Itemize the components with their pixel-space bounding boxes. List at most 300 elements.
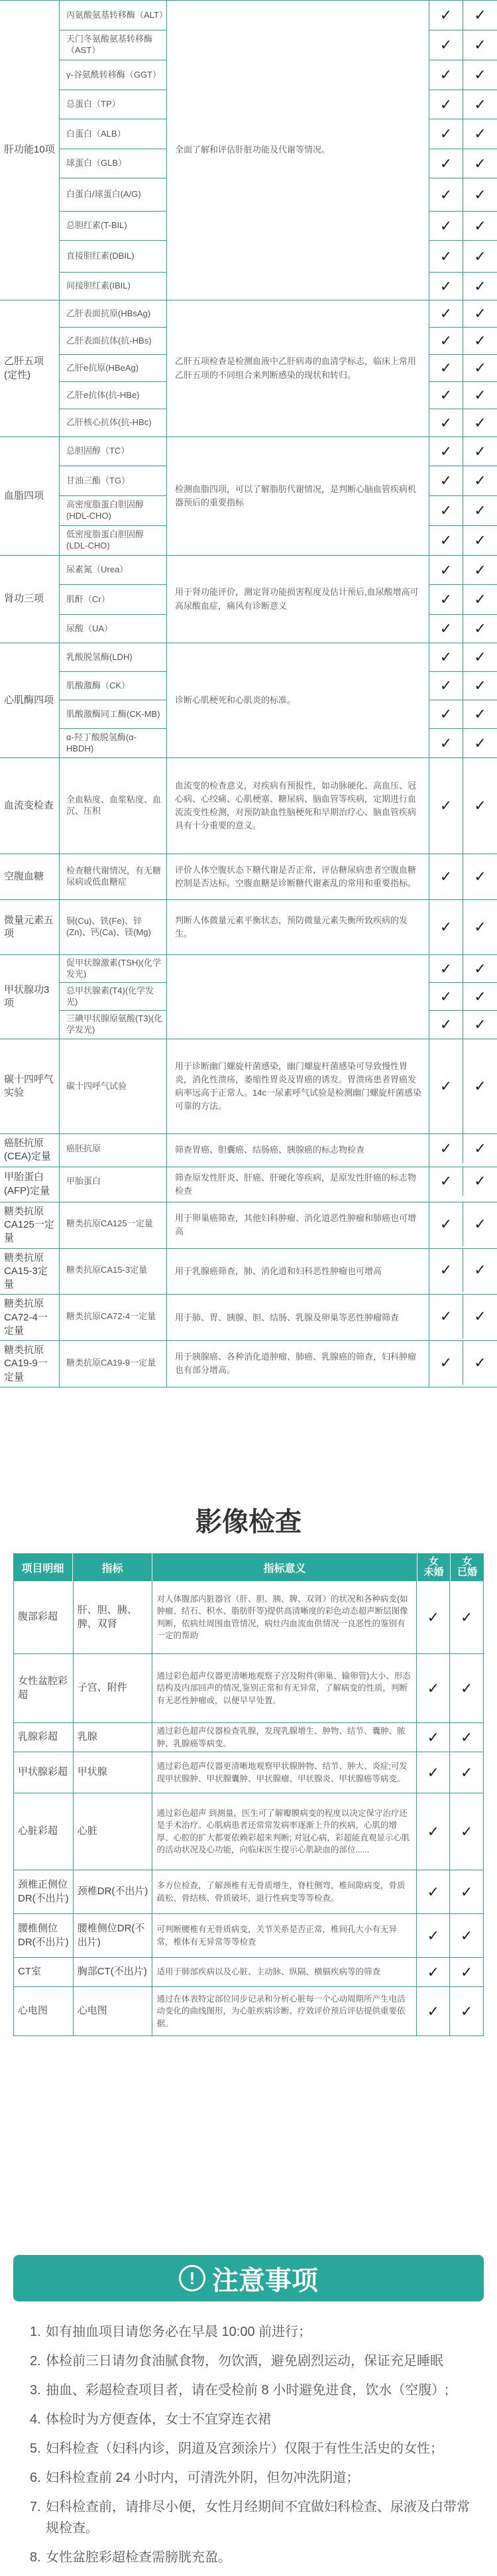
test-items xyxy=(60,1039,167,1133)
check-icon: ✓ xyxy=(474,1354,486,1372)
check-row xyxy=(429,585,497,615)
test-group-name: 甲胎蛋白(AFP)定量 xyxy=(0,1167,60,1202)
check-icon: ✓ xyxy=(474,591,486,608)
imaging-indicator: 乳腺 xyxy=(74,1723,153,1752)
check-icon: ✓ xyxy=(460,1963,473,1980)
check-row xyxy=(429,437,497,466)
test-section xyxy=(0,1,497,300)
imaging-indicator: 心脏 xyxy=(74,1793,153,1870)
check-row xyxy=(429,1011,497,1039)
check-row xyxy=(429,1134,497,1163)
note-number: 8. xyxy=(30,2550,41,2565)
note-item xyxy=(30,2496,480,2539)
test-group-name: 肝功能10项 xyxy=(0,1,60,300)
check-icon: ✓ xyxy=(429,983,463,1010)
check-row xyxy=(429,1039,497,1133)
check-icon: ✓ xyxy=(474,125,486,142)
check-icon: ✓ xyxy=(429,1134,463,1163)
table-row xyxy=(13,1723,484,1752)
test-items xyxy=(60,643,167,757)
check-row xyxy=(429,854,497,899)
check-icon: ✓ xyxy=(429,328,463,354)
check-row xyxy=(429,729,497,757)
table-row xyxy=(13,1654,484,1723)
test-group-name: 碳十四呼气实验 xyxy=(0,1039,60,1133)
check-icon: ✓ xyxy=(474,868,486,885)
imaging-meaning: 可判断腰椎有无骨质病变，关节关系是否正常，椎间孔大小有无异常，椎体有无异常等等检查 xyxy=(152,1914,417,1957)
check-icon: ✓ xyxy=(474,186,486,203)
check-columns xyxy=(429,437,497,555)
check-row xyxy=(429,328,497,355)
imaging-meaning: 通过在体表特定部位同步记录和分析心脏每一个心动周期所产生电活动变化的曲线图形，为心脏疾病诊断、疗效评价预后评估提供重要依据。 xyxy=(152,1987,417,2035)
note-number: 6. xyxy=(30,2471,41,2485)
check-icon: ✓ xyxy=(429,31,463,60)
test-description: 用于胰腺癌、各种消化道肿瘤、肺癌、乳腺癌的筛查，妇科肿瘤也有部分增高。 xyxy=(167,1341,429,1387)
check-icon: ✓ xyxy=(474,1016,486,1033)
check-row xyxy=(429,526,497,555)
test-section xyxy=(0,854,497,900)
test-description: 用于诊断幽门螺旋杆菌感染，幽门螺旋杆菌感染可导致慢性胃炎，消化性溃疡，萎缩性胃炎及胃癌的诱发。胃溃疡患者胃癌发病率远高于正常人。14c一尿素呼气试验是检测幽门螺旋杆菌感染可靠的方法。 xyxy=(167,1039,429,1133)
imaging-item-name: 甲状腺彩超 xyxy=(14,1752,74,1793)
imaging-item-name: CT室 xyxy=(14,1958,74,1986)
test-item: 球蛋白（GLB） xyxy=(60,149,166,178)
test-items xyxy=(60,854,167,899)
check-icon: ✓ xyxy=(429,643,463,671)
test-group-name: 心肌酶四项 xyxy=(0,643,60,757)
note-number: 5. xyxy=(30,2441,41,2456)
test-description: 筛查原发性肝炎、肝癌、肝硬化等疾病，是原发性肝癌的标志物检查 xyxy=(167,1167,429,1202)
note-item xyxy=(30,2547,480,2568)
check-icon: ✓ xyxy=(417,1581,450,1653)
check-row xyxy=(429,983,497,1011)
check-row xyxy=(429,955,497,983)
check-icon: ✓ xyxy=(429,60,463,90)
check-icon: ✓ xyxy=(474,414,486,431)
test-item: 间接胆红素(IBIL) xyxy=(66,281,131,291)
check-icon: ✓ xyxy=(429,382,463,409)
test-item: α-羟丁酸脱氢酶(α-HBDH) xyxy=(66,732,137,753)
check-row xyxy=(429,496,497,526)
test-section xyxy=(0,437,497,556)
test-group-name: 糖类抗原CA125一定量 xyxy=(0,1202,60,1248)
check-icon: ✓ xyxy=(474,1078,486,1094)
test-description: 用于乳腺癌筛查，肺、消化道和妇科恶性肿瘤也可增高 xyxy=(167,1249,429,1295)
test-items xyxy=(60,1202,167,1248)
imaging-table-body xyxy=(13,1581,484,2036)
test-description: 用于肺、胃、胰腺、胆、结肠、乳腺及卵巢等恶性肿瘤筛查 xyxy=(167,1295,429,1340)
header-single xyxy=(417,1553,451,1581)
check-row xyxy=(429,212,497,241)
check-row xyxy=(429,615,497,643)
test-group-name: 糖类抗原CA72-4一定量 xyxy=(0,1295,60,1340)
test-section xyxy=(0,758,497,854)
check-icon: ✓ xyxy=(429,1167,463,1196)
check-row xyxy=(429,60,497,90)
check-icon: ✓ xyxy=(460,1823,473,1840)
imaging-table-header xyxy=(13,1553,484,1581)
check-row xyxy=(429,643,497,672)
test-item: γ-谷氨酰转移酶（GGT） xyxy=(60,60,166,90)
check-icon: ✓ xyxy=(460,1728,473,1746)
test-items xyxy=(60,1134,167,1167)
check-columns xyxy=(429,1,497,300)
imaging-title: 影像检查 xyxy=(195,1508,302,1537)
check-icon: ✓ xyxy=(417,1958,450,1986)
check-icon: ✓ xyxy=(474,797,486,814)
check-icon: ✓ xyxy=(474,247,486,265)
test-description: 筛查胃癌、胆囊癌、结肠癌、胰腺癌的标志物检查 xyxy=(167,1134,429,1167)
note-number: 4. xyxy=(30,2412,41,2427)
check-columns xyxy=(429,900,497,954)
header-meaning: 指标意义 xyxy=(152,1553,417,1581)
note-number: 3. xyxy=(30,2383,41,2398)
check-icon: ✓ xyxy=(474,387,486,403)
check-icon: ✓ xyxy=(474,620,486,637)
test-item: 低密度脂蛋白胆固醇(LDL-CHO) xyxy=(66,529,144,550)
test-item: 三碘甲状腺原氨酸(T3)(化学发光) xyxy=(66,1013,163,1035)
exclamation-icon: ! xyxy=(179,2265,205,2291)
test-item: 总甲状腺素(T4)(化学发光) xyxy=(60,983,166,1011)
test-item: 总胆红素(T-BIL) xyxy=(60,212,166,241)
check-icon: ✓ xyxy=(417,1914,450,1957)
test-section xyxy=(0,900,497,955)
check-icon: ✓ xyxy=(474,305,486,322)
test-items xyxy=(60,1295,167,1340)
imaging-item-name: 腰椎侧位DR(不出片) xyxy=(14,1914,74,1957)
test-group-name: 空腹血糖 xyxy=(0,854,60,899)
test-section xyxy=(0,1134,497,1167)
check-row xyxy=(429,409,497,436)
check-columns xyxy=(429,854,497,899)
check-icon: ✓ xyxy=(429,615,463,643)
check-icon: ✓ xyxy=(429,90,463,119)
imaging-indicator: 甲状腺 xyxy=(74,1752,153,1793)
check-row xyxy=(429,31,497,60)
imaging-meaning: 通过彩色超声仪器更清晰地观察甲状腺肿物、结节、肿大、炎症;可发现甲状腺肿、甲状腺囊肿、甲状腺瘤、甲状腺炎、甲状腺癌等病变。 xyxy=(152,1752,417,1793)
test-section xyxy=(0,1039,497,1134)
imaging-item-name: 颈椎正侧位DR(不出片) xyxy=(14,1870,74,1913)
test-item: 尿素氮（Urea） xyxy=(60,556,166,585)
note-text: 妇科检查前 24 小时内，可清洗外阴，但勿冲洗阴道； xyxy=(46,2471,360,2485)
check-row xyxy=(429,700,497,729)
test-section xyxy=(0,955,497,1039)
note-number: 2. xyxy=(30,2354,41,2368)
check-columns xyxy=(429,1134,497,1167)
check-icon: ✓ xyxy=(474,1308,486,1325)
note-item xyxy=(30,2380,480,2401)
check-icon: ✓ xyxy=(474,1261,486,1279)
test-item: 甲胎蛋白 xyxy=(66,1175,101,1186)
table-row xyxy=(13,1793,484,1870)
check-row xyxy=(429,900,497,954)
test-group-name: 甲状腺功3项 xyxy=(0,955,60,1039)
check-columns xyxy=(429,1202,497,1248)
check-icon: ✓ xyxy=(474,66,486,83)
test-item: 天门冬氨酸氨基转移酶（AST） xyxy=(60,31,166,60)
check-icon: ✓ xyxy=(429,1039,463,1133)
note-item xyxy=(30,2409,480,2430)
test-item: 白蛋白（ALB） xyxy=(60,119,166,149)
test-items xyxy=(60,300,167,436)
test-item: 促甲状腺激素(TSH)(化学发光) xyxy=(60,955,166,983)
test-item: 尿酸（UA） xyxy=(66,623,113,633)
check-icon: ✓ xyxy=(474,734,486,751)
test-item: 乙肝核心抗体(抗-HBc) xyxy=(66,417,152,428)
check-row xyxy=(429,1202,497,1246)
test-item: 乙肝e抗体(抗-HBe) xyxy=(60,382,166,409)
test-description: 血流变的检查意义，对疾病有预报性，如动脉硬化、高血压、冠心病、心绞痛、心肌梗塞、糖尿病、脑血管等疾病，定期进行血流流变性检测，对预防缺血性脑梗死和早期治疗心、脑血管疾病具有十分重要的意义。 xyxy=(167,758,429,854)
check-icon: ✓ xyxy=(417,1752,450,1793)
note-text: 抽血、彩超检查项目者，请在受检前 8 小时避免进食，饮水（空腹）; xyxy=(46,2383,449,2398)
check-columns xyxy=(429,1341,497,1387)
imaging-item-name: 腹部彩超 xyxy=(14,1581,74,1653)
check-icon: ✓ xyxy=(474,36,486,53)
check-icon: ✓ xyxy=(474,155,486,172)
check-icon: ✓ xyxy=(474,96,486,113)
imaging-meaning: 通过彩色超声仪器更清晰地观察子宫及附件(卵巢、输卵管)大小、形态结构及内部回声的情况,鉴别正常和有无异常，了解病变的性质，判断有无恶性肿瘤或，以便早早处置。 xyxy=(152,1654,417,1722)
test-item: 总蛋白（TP） xyxy=(60,90,166,119)
test-description: 判断人体微量元素平衡状态，预防微量元素失衡所致疾病的发生。 xyxy=(167,900,429,954)
notes-title-bar xyxy=(13,2255,484,2301)
check-icon: ✓ xyxy=(474,359,486,376)
imaging-indicator: 心电图 xyxy=(74,1987,153,2035)
test-section xyxy=(0,1341,497,1387)
note-text: 体检前三日请勿食油腻食物，勿饮酒，避免剧烈运动，保证充足睡眠 xyxy=(46,2354,443,2368)
check-columns xyxy=(429,1295,497,1340)
test-group-name: 乙肝五项(定性) xyxy=(0,300,60,436)
imaging-indicator: 胸部CT(不出片) xyxy=(74,1958,153,1986)
imaging-indicator: 颈椎DR(不出片) xyxy=(74,1870,153,1913)
check-icon: ✓ xyxy=(429,355,463,381)
check-icon: ✓ xyxy=(474,1173,486,1189)
check-columns xyxy=(429,300,497,436)
note-text: 妇科检查（妇科内诊，阴道及宫颈涂片）仅限于有性生活史的女性； xyxy=(46,2441,443,2456)
table-row xyxy=(13,1958,484,1987)
test-items xyxy=(60,437,167,555)
test-item: 丙氨酸氨基转移酶（ALT） xyxy=(60,1,166,31)
test-section xyxy=(0,300,497,437)
check-row xyxy=(429,758,497,854)
check-icon: ✓ xyxy=(474,1140,486,1157)
check-icon: ✓ xyxy=(417,1987,450,2035)
test-section xyxy=(0,1249,497,1295)
check-row xyxy=(429,241,497,273)
check-icon: ✓ xyxy=(460,1608,473,1626)
check-row xyxy=(429,149,497,178)
test-section xyxy=(0,1295,497,1341)
test-description xyxy=(167,955,429,1039)
check-icon: ✓ xyxy=(474,217,486,234)
test-item: 乙肝表面抗原(HBsAg) xyxy=(60,300,166,328)
check-icon: ✓ xyxy=(429,900,463,954)
test-description: 用于肾功能评价，测定肾功能损害程度及估计预后,血尿酸增高可高尿酸血症，痛风有诊断意义 xyxy=(167,556,429,643)
imaging-item-name: 心脏彩超 xyxy=(14,1793,74,1870)
check-row xyxy=(429,672,497,700)
check-icon: ✓ xyxy=(429,437,463,466)
note-number: 1. xyxy=(30,2325,41,2339)
check-icon: ✓ xyxy=(474,7,486,23)
test-items xyxy=(60,758,167,854)
test-item: 检查糖代谢情况，有无糖尿病或低血糖症 xyxy=(66,866,162,887)
check-icon: ✓ xyxy=(429,496,463,525)
check-row xyxy=(429,1295,497,1338)
imaging-indicator: 腰椎侧位DR(不出片) xyxy=(74,1914,153,1957)
header-item: 项目明细 xyxy=(13,1553,73,1581)
check-columns xyxy=(429,643,497,757)
imaging-meaning: 通过彩色超声仪器检查乳腺，发现乳腺增生、肿物、结节、囊肿、脓肿、乳腺癌等病变。 xyxy=(152,1723,417,1752)
check-columns xyxy=(429,758,497,854)
check-row xyxy=(429,1,497,31)
imaging-table xyxy=(13,1553,484,2036)
imaging-item-name: 心电图 xyxy=(14,1987,74,2035)
test-section xyxy=(0,556,497,643)
check-icon: ✓ xyxy=(474,988,486,1005)
imaging-meaning: 对人体腹部内脏器官（肝、胆、胰、脾、双肾）的状况和各种病变(如肿瘤、结石、积水、脂肪肝等)提供高清晰度的彩色动态超声断层图像判断，依病灶周围血管情况，病灶内血流血供情况一良恶性的鉴别有一定的帮助 xyxy=(152,1581,417,1653)
test-group-name: 糖类抗原CA19-9一定量 xyxy=(0,1341,60,1387)
notes-title: 注意事项 xyxy=(212,2266,318,2295)
test-description: 用于卵巢癌筛查，其他妇科肿瘤、消化道恶性肿瘤和肺癌也可增高 xyxy=(167,1202,429,1248)
note-number: 7. xyxy=(30,2500,41,2514)
check-icon: ✓ xyxy=(460,2002,473,2020)
check-icon: ✓ xyxy=(429,758,463,854)
check-icon: ✓ xyxy=(474,649,486,665)
imaging-meaning: 多方位检查，了解颈椎有无骨质增生，脊柱侧弯，椎间隙病变，骨质疏松、骨结核、骨质破坏，退行性病变等等检查。 xyxy=(152,1870,417,1913)
header-married-line1: 女 xyxy=(462,1555,472,1567)
check-icon: ✓ xyxy=(429,526,463,555)
table-row xyxy=(13,1987,484,2036)
check-icon: ✓ xyxy=(417,1654,450,1722)
check-icon: ✓ xyxy=(460,1927,473,1944)
test-section xyxy=(0,643,497,758)
check-row xyxy=(429,119,497,149)
check-row xyxy=(429,273,497,300)
table-row xyxy=(13,1752,484,1793)
check-icon: ✓ xyxy=(429,1295,463,1338)
check-icon: ✓ xyxy=(429,466,463,495)
note-item xyxy=(30,2467,480,2488)
header-married xyxy=(451,1553,484,1581)
check-icon: ✓ xyxy=(429,672,463,700)
test-group-name: 血流变检查 xyxy=(0,758,60,854)
check-row xyxy=(429,556,497,585)
test-item: 糖类抗原CA125一定量 xyxy=(66,1218,153,1229)
test-section xyxy=(0,1167,497,1202)
test-item: 高密度脂蛋白胆固醇(HDL-CHO) xyxy=(60,496,166,526)
test-description: 检测血脂四项，可以了解脂肪代谢情况，是判断心脑血管疾病机器预后的重要指标 xyxy=(167,437,429,555)
check-row xyxy=(429,466,497,496)
check-icon: ✓ xyxy=(429,1,463,30)
check-columns xyxy=(429,556,497,643)
check-icon: ✓ xyxy=(474,677,486,694)
note-text: 妇科检查前，请排尽小便，女性月经期间不宜做妇科检查、尿液及白带常规检查。 xyxy=(46,2500,470,2536)
test-items xyxy=(60,900,167,954)
imaging-item-name: 女性盆腔彩超 xyxy=(14,1654,74,1722)
check-icon: ✓ xyxy=(429,409,463,436)
test-item: 乳酸脱氢酶(LDH) xyxy=(60,643,166,672)
check-row xyxy=(429,1341,497,1385)
check-icon: ✓ xyxy=(474,442,486,460)
test-description: 乙肝五项检查是检测血液中乙肝病毒的血清学标志，临床上常用乙肝五项的不同组合来判断感染的现状和转归。 xyxy=(167,300,429,436)
check-row xyxy=(429,1167,497,1196)
test-description: 全面了解和评估肝脏功能及代谢等情况。 xyxy=(167,1,429,300)
check-icon: ✓ xyxy=(429,273,463,300)
check-row xyxy=(429,90,497,119)
imaging-meaning: 适用于肺部疾病以及心脏、主动脉、纵隔、横膈疾病等的筛查 xyxy=(152,1958,417,1986)
test-item: 全血粘度、血浆粘度、血沉、压积 xyxy=(66,795,162,816)
check-icon: ✓ xyxy=(429,1202,463,1246)
test-item: 糖类抗原CA15-3定量 xyxy=(66,1264,148,1275)
check-icon: ✓ xyxy=(474,332,486,349)
check-icon: ✓ xyxy=(429,119,463,149)
check-row xyxy=(429,300,497,328)
check-icon: ✓ xyxy=(429,585,463,614)
check-icon: ✓ xyxy=(429,212,463,240)
check-icon: ✓ xyxy=(417,1793,450,1870)
test-item: 糖类抗原CA72-4一定量 xyxy=(66,1311,156,1321)
check-icon: ✓ xyxy=(429,178,463,211)
test-item: 总胆固醇（TC） xyxy=(60,437,166,466)
check-icon: ✓ xyxy=(474,277,486,294)
check-row xyxy=(429,382,497,409)
check-row xyxy=(429,178,497,212)
check-icon: ✓ xyxy=(460,1764,473,1781)
check-icon: ✓ xyxy=(429,149,463,178)
header-single-line2: 未婚 xyxy=(423,1567,444,1578)
check-icon: ✓ xyxy=(429,729,463,757)
check-icon: ✓ xyxy=(429,300,463,327)
test-items xyxy=(60,1167,167,1202)
header-married-line2: 已婚 xyxy=(457,1567,477,1578)
check-icon: ✓ xyxy=(474,919,486,935)
test-group-name: 血脂四项 xyxy=(0,437,60,555)
check-icon: ✓ xyxy=(429,1011,463,1039)
test-item: 白蛋白/球蛋白(A/G) xyxy=(60,178,166,212)
check-icon: ✓ xyxy=(474,1215,486,1232)
check-icon: ✓ xyxy=(429,241,463,272)
check-icon: ✓ xyxy=(429,1249,463,1292)
check-row xyxy=(429,355,497,382)
test-items xyxy=(60,955,167,1039)
check-columns xyxy=(429,1167,497,1202)
note-item xyxy=(30,2351,480,2372)
check-icon: ✓ xyxy=(474,472,486,489)
note-text: 女性盆腔彩超检查需膀胱充盈。 xyxy=(46,2550,231,2565)
test-items xyxy=(60,556,167,643)
imaging-meaning: 通过彩色超声 到测量，医生可了解瓣膜病变的程度以决定保守治疗还是手术治疗。心肌病患者还常常发病率逐渐上升的疾病，心肌的增厚、心腔的扩大都要依赖彩超来判断; 对冠心病，彩超能直观显示心肌的活动状况及心功能，向临床医生提示心肌缺血的部位...... xyxy=(152,1793,417,1870)
header-single-line1: 女 xyxy=(428,1555,439,1567)
test-group-name: 肾功三项 xyxy=(0,556,60,643)
header-indicator: 指标 xyxy=(73,1553,152,1581)
test-item: 乙肝e抗原(HBeAg) xyxy=(60,355,166,382)
check-icon: ✓ xyxy=(474,706,486,722)
check-icon: ✓ xyxy=(429,1341,463,1385)
check-columns xyxy=(429,955,497,1039)
check-icon: ✓ xyxy=(460,1883,473,1900)
check-icon: ✓ xyxy=(417,1723,450,1752)
test-items xyxy=(60,1341,167,1387)
test-item: 甘油三酯（TG） xyxy=(60,466,166,496)
note-text: 如有抽血项目请您务必在早晨 10:00 前进行； xyxy=(46,2325,312,2339)
test-item: 乙肝表面抗体(抗-HBs) xyxy=(60,328,166,355)
check-icon: ✓ xyxy=(474,532,486,548)
test-item: 癌胚抗原 xyxy=(66,1143,101,1153)
test-item: 糖类抗原CA19-9一定量 xyxy=(66,1357,156,1368)
imaging-indicator: 肝、胆、胰、脾、双肾 xyxy=(74,1581,153,1653)
check-icon: ✓ xyxy=(429,556,463,584)
test-item: 碳十四呼气试验 xyxy=(66,1080,127,1091)
test-item: 铜(Cu)、铁(Fe)、锌(Zn)、钙(Ca)、镁(Mg) xyxy=(66,916,151,937)
check-icon: ✓ xyxy=(429,700,463,728)
